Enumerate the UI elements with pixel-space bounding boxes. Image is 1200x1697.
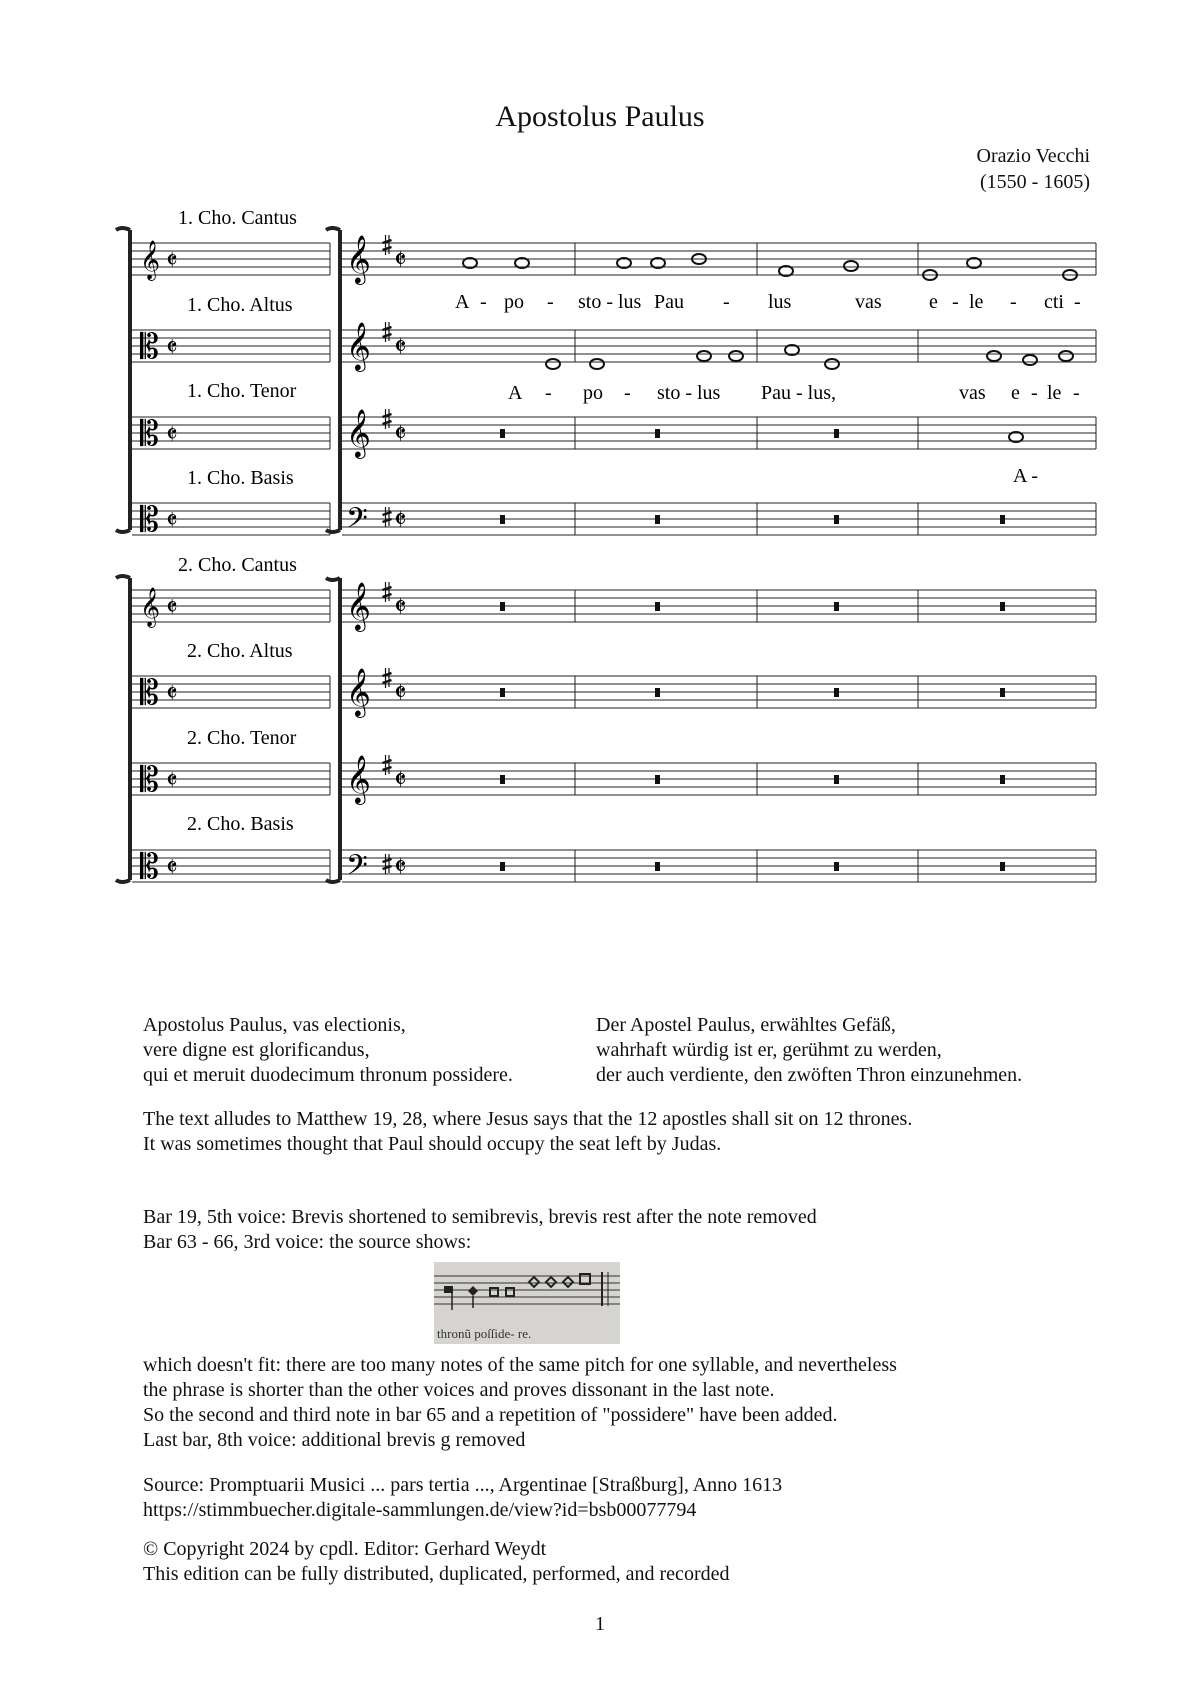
- page-title: Apostolus Paulus: [495, 100, 705, 133]
- time-signature-icon: 𝄵: [166, 420, 178, 449]
- lyric-syllable: sto - lus: [657, 382, 721, 404]
- latin-line: qui et meruit duodecimum thronum possidere.: [143, 1064, 513, 1086]
- composer-dates: (1550 - 1605): [980, 171, 1090, 193]
- lyric-syllable: lus: [768, 291, 792, 313]
- time-signature-icon: 𝄵: [394, 852, 407, 883]
- lyric-syllable: Pau: [654, 291, 684, 313]
- note-head: [987, 351, 1001, 361]
- license-line: This edition can be fully distributed, duplicated, performed, and recorded: [143, 1563, 730, 1585]
- lyric-syllable: -: [1073, 382, 1080, 404]
- rest-mark: [655, 515, 660, 524]
- note-line: which doesn't fit: there are too many notes of the same pitch for one syllable, and nevertheless: [143, 1354, 897, 1376]
- time-signature-icon: 𝄵: [394, 678, 407, 709]
- rest-mark: [1000, 862, 1005, 871]
- latin-line: Apostolus Paulus, vas electionis,: [143, 1014, 406, 1036]
- latin-text: [143, 1013, 513, 1088]
- rest-mark: [500, 515, 505, 524]
- rest-mark: [655, 862, 660, 871]
- sharp-icon: [383, 755, 392, 775]
- editorial-notes-continued: [143, 1353, 897, 1453]
- german-line: wahrhaft würdig ist er, gerühmt zu werden,: [596, 1039, 942, 1061]
- page-number: 1: [595, 1613, 605, 1635]
- sharp-icon: [383, 582, 392, 602]
- treble-clef-icon: 𝄞: [346, 584, 371, 630]
- time-signature-icon: 𝄵: [166, 593, 178, 622]
- note-line: So the second and third note in bar 65 and a repetition of "possidere" have been added.: [143, 1404, 838, 1426]
- sharp-icon: [383, 409, 392, 429]
- c-clef-icon: 𝄡: [140, 762, 159, 799]
- time-signature-icon: 𝄵: [166, 679, 178, 708]
- lyric-syllable: -: [547, 291, 554, 313]
- sharp-icon: [383, 668, 392, 688]
- sharp-icon: [383, 854, 392, 874]
- rest-mark: [500, 429, 505, 438]
- rest-mark: [655, 688, 660, 697]
- voice-label: 2. Cho. Cantus: [178, 554, 297, 576]
- voice-label: 1. Cho. Basis: [187, 467, 294, 489]
- bass-clef-icon: 𝄢: [346, 851, 368, 888]
- time-signature-icon: 𝄵: [166, 506, 178, 535]
- note-head: [844, 261, 858, 271]
- lyric-syllable: sto - lus: [578, 291, 642, 313]
- note-head: [729, 351, 743, 361]
- time-signature-icon: 𝄵: [394, 505, 407, 536]
- lyric-syllable: -: [1074, 291, 1081, 313]
- lyric-syllable: -: [1031, 382, 1038, 404]
- rest-mark: [655, 775, 660, 784]
- sharp-icon: [383, 322, 392, 342]
- time-signature-icon: 𝄵: [166, 853, 178, 882]
- rest-mark: [834, 515, 839, 524]
- note-line: Bar 19, 5th voice: Brevis shortened to semibrevis, brevis rest after the note removed: [143, 1206, 817, 1228]
- treble-clef-icon: 𝄞: [140, 589, 161, 626]
- lyrics-altus-1: [508, 382, 1080, 404]
- voice-label: 2. Cho. Tenor: [187, 727, 297, 749]
- note-line: Last bar, 8th voice: additional brevis g removed: [143, 1429, 526, 1451]
- treble-clef-icon: 𝄞: [346, 411, 371, 457]
- lyric-syllable: e: [929, 291, 938, 313]
- source-info: [143, 1473, 782, 1523]
- latin-line: vere digne est glorificandus,: [143, 1039, 370, 1061]
- c-clef-icon: 𝄡: [140, 675, 159, 712]
- note-head: [1023, 355, 1037, 365]
- note-line: the phrase is shorter than the other voices and proves dissonant in the last note.: [143, 1379, 775, 1401]
- rest-mark: [655, 429, 660, 438]
- time-signature-icon: 𝄵: [394, 592, 407, 623]
- treble-clef-icon: 𝄞: [346, 670, 371, 716]
- allusion-note: [143, 1107, 912, 1157]
- voice-label: 2. Cho. Altus: [187, 640, 293, 662]
- editorial-notes: [143, 1205, 817, 1255]
- lyric-syllable: -: [952, 291, 959, 313]
- c-clef-icon: 𝄡: [140, 416, 159, 453]
- lyric-syllable: A: [455, 291, 470, 313]
- german-line: der auch verdiente, den zwöften Thron einzunehmen.: [596, 1064, 1023, 1086]
- rest-mark: [655, 602, 660, 611]
- voice-label: 2. Cho. Basis: [187, 813, 294, 835]
- c-clef-icon: 𝄡: [140, 502, 159, 539]
- source-line: Source: Promptuarii Musici ... pars tertia ..., Argentinae [Straßburg], Anno 1613: [143, 1474, 783, 1496]
- note-head: [546, 359, 560, 369]
- lyric-syllable: A -: [1013, 465, 1038, 487]
- note-head: [1059, 351, 1073, 361]
- time-signature-icon: 𝄵: [166, 333, 178, 362]
- rest-mark: [500, 688, 505, 697]
- lyric-syllable: -: [1010, 291, 1017, 313]
- bass-clef-icon: 𝄢: [346, 504, 368, 541]
- time-signature-icon: 𝄵: [166, 246, 178, 275]
- rest-mark: [834, 775, 839, 784]
- allusion-line: The text alludes to Matthew 19, 28, where Jesus says that the 12 apostles shall sit on 12 thrones.: [143, 1108, 913, 1130]
- rest-mark: [1000, 775, 1005, 784]
- lyric-syllable: Pau - lus,: [761, 382, 836, 404]
- voice-label: 1. Cho. Altus: [187, 294, 293, 316]
- time-signature-icon: 𝄵: [394, 332, 407, 363]
- lyric-syllable: -: [723, 291, 730, 313]
- rest-mark: [1000, 688, 1005, 697]
- rest-mark: [500, 862, 505, 871]
- treble-clef-icon: 𝄞: [346, 237, 371, 283]
- lyric-syllable: cti: [1044, 291, 1064, 313]
- lyric-syllable: A: [508, 382, 523, 404]
- allusion-line: It was sometimes thought that Paul should occupy the seat left by Judas.: [143, 1133, 722, 1155]
- rest-mark: [834, 602, 839, 611]
- time-signature-icon: 𝄵: [394, 765, 407, 796]
- lyric-syllable: po: [504, 291, 524, 313]
- lyric-syllable: vas: [959, 382, 986, 404]
- german-line: Der Apostel Paulus, erwähltes Gefäß,: [596, 1014, 896, 1036]
- treble-clef-icon: 𝄞: [140, 242, 161, 279]
- rest-mark: [834, 429, 839, 438]
- rest-mark: [834, 688, 839, 697]
- note-head: [590, 359, 604, 369]
- lyric-syllable: le: [969, 291, 984, 313]
- note-head: [697, 351, 711, 361]
- lyric-syllable: e: [1011, 382, 1020, 404]
- lyric-syllable: -: [480, 291, 487, 313]
- lyric-syllable: vas: [855, 291, 882, 313]
- composer-name: Orazio Vecchi: [976, 145, 1090, 167]
- time-signature-icon: 𝄵: [394, 419, 407, 450]
- lyrics-cantus-1: [455, 291, 1081, 313]
- treble-clef-icon: 𝄞: [346, 757, 371, 803]
- lyric-syllable: po: [583, 382, 603, 404]
- source-url[interactable]: https://stimmbuecher.digitale-sammlungen.de/view?id=bsb00077794: [143, 1499, 697, 1521]
- note-line: Bar 63 - 66, 3rd voice: the source shows:: [143, 1231, 472, 1253]
- sharp-icon: [383, 235, 392, 255]
- copyright-line: © Copyright 2024 by cpdl. Editor: Gerhard Weydt: [143, 1538, 547, 1560]
- c-clef-icon: 𝄡: [140, 849, 159, 886]
- note-head: [825, 359, 839, 369]
- rest-mark: [1000, 515, 1005, 524]
- time-signature-icon: 𝄵: [166, 766, 178, 795]
- german-translation: [596, 1013, 1022, 1088]
- rest-mark: [500, 602, 505, 611]
- voice-label: 1. Cho. Cantus: [178, 207, 297, 229]
- source-excerpt-lyrics: thronũ poſſide- re.: [437, 1326, 532, 1341]
- voice-label: 1. Cho. Tenor: [187, 380, 297, 402]
- source-excerpt-image: [434, 1262, 620, 1344]
- lyric-syllable: le: [1047, 382, 1062, 404]
- time-signature-icon: 𝄵: [394, 245, 407, 276]
- copyright-info: [143, 1537, 729, 1587]
- rest-mark: [1000, 602, 1005, 611]
- rest-mark: [834, 862, 839, 871]
- lyric-syllable: -: [545, 382, 552, 404]
- sharp-icon: [383, 507, 392, 527]
- c-clef-icon: 𝄡: [140, 329, 159, 366]
- lyric-syllable: -: [624, 382, 631, 404]
- treble-clef-icon: 𝄞: [346, 324, 371, 370]
- rest-mark: [500, 775, 505, 784]
